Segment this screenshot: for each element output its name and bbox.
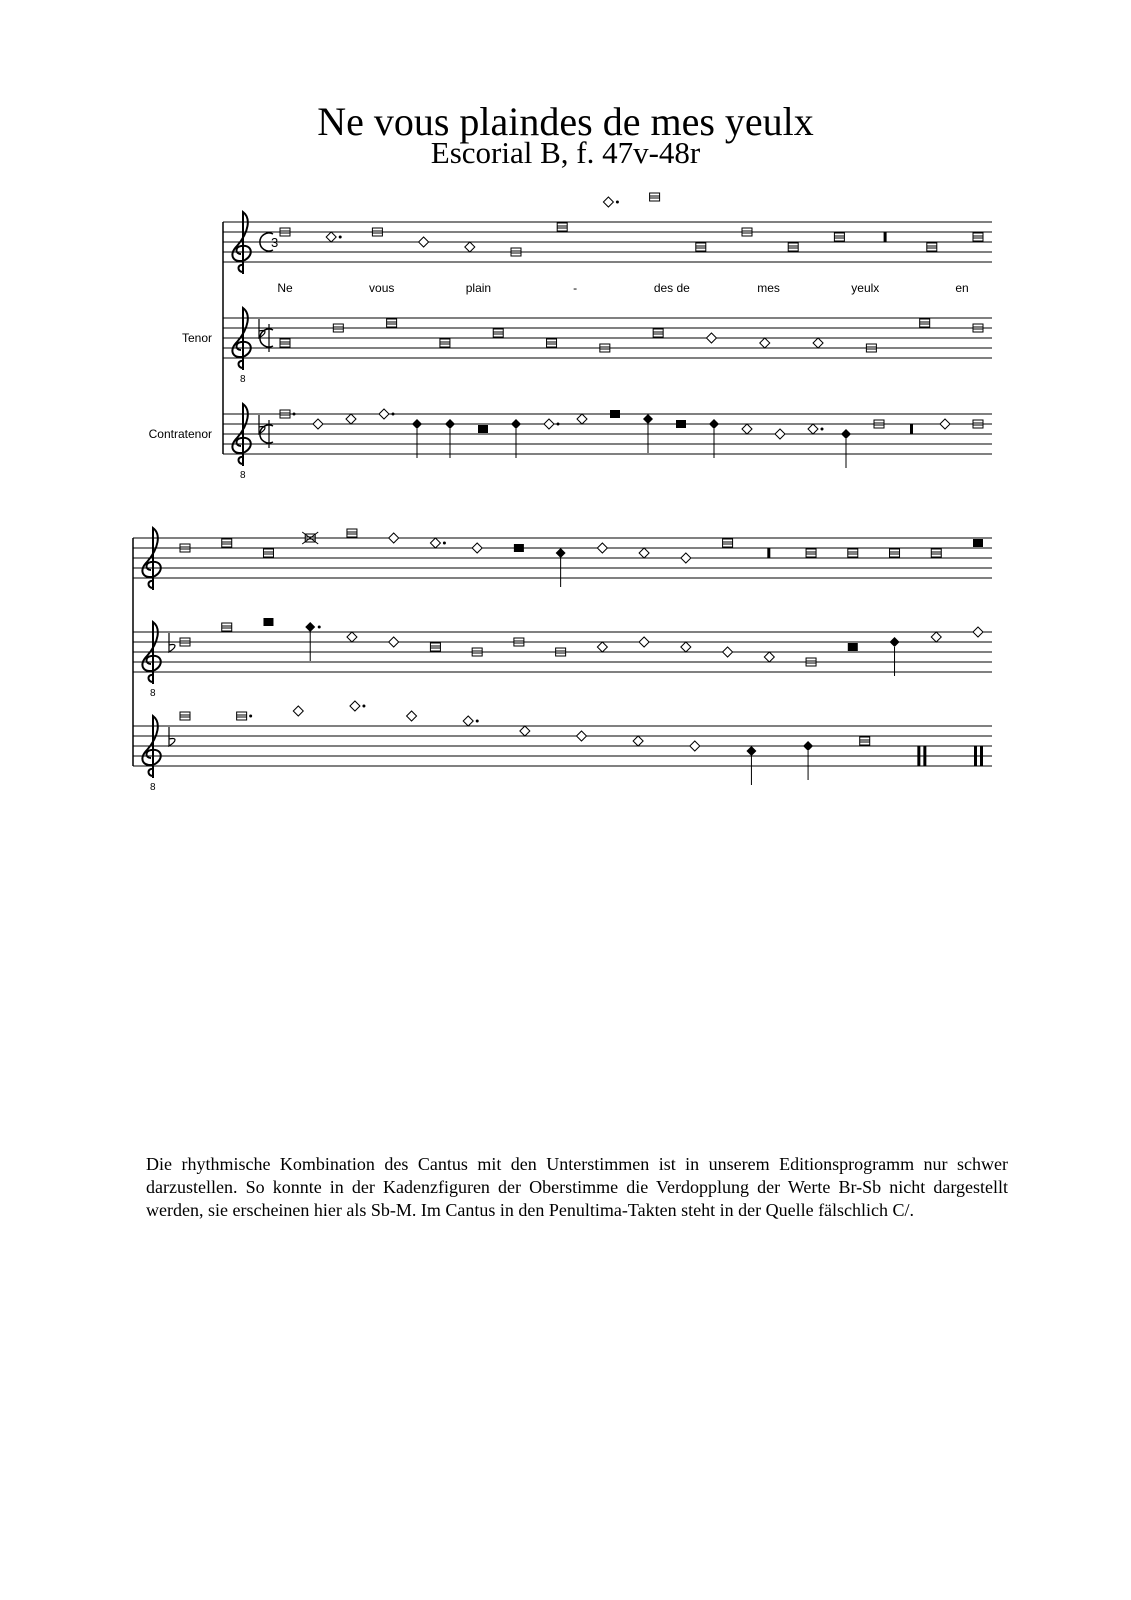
filled-breve-note — [514, 544, 524, 552]
dot-mark — [616, 201, 619, 204]
breve-note — [493, 329, 503, 337]
breve-note — [222, 623, 232, 631]
minim-note — [709, 419, 719, 429]
minim-note — [511, 419, 521, 429]
minim-note — [841, 429, 851, 439]
semibreve-note — [293, 706, 303, 716]
page-title: Ne vous plaindes de mes yeulx — [317, 99, 814, 144]
breve-note — [440, 339, 450, 347]
svg-text:8: 8 — [240, 470, 246, 481]
semibreve-note — [389, 637, 399, 647]
semibreve-note — [313, 419, 323, 429]
breve-note — [556, 648, 566, 656]
lyric-syllable: plain — [465, 281, 492, 295]
minim-note — [556, 548, 566, 558]
rest-mark — [910, 424, 913, 434]
dot-mark — [293, 413, 296, 416]
minim-note — [803, 741, 813, 751]
semibreve-note — [603, 197, 613, 207]
breve-note — [180, 544, 190, 552]
semibreve-note — [430, 538, 440, 548]
breve-note — [347, 529, 357, 537]
treble-8-clef-icon — [232, 404, 250, 481]
semibreve-note — [639, 637, 649, 647]
treble-clef-icon — [232, 212, 250, 274]
rest-mark — [974, 746, 977, 766]
voice-label: Tenor — [181, 331, 212, 345]
semibreve-note — [742, 424, 752, 434]
breve-note — [834, 233, 844, 241]
semibreve-note — [472, 543, 482, 553]
breve-note — [860, 737, 870, 745]
semibreve-note — [775, 429, 785, 439]
breve-note — [333, 324, 343, 332]
rest-mark — [884, 232, 887, 242]
breve-note — [430, 643, 440, 651]
minim-note — [412, 419, 422, 429]
rest-mark — [923, 746, 926, 766]
breve-note — [280, 410, 290, 418]
semibreve-note — [764, 652, 774, 662]
lyric-syllable: yeulx — [851, 281, 880, 295]
breve-note — [222, 539, 232, 547]
semibreve-note — [760, 338, 770, 348]
lyric-syllable: mes — [757, 281, 780, 295]
dot-mark — [476, 720, 479, 723]
voice-label: Contratenor — [148, 427, 212, 441]
breve-note — [973, 420, 983, 428]
breve-note — [874, 420, 884, 428]
semibreve-note — [681, 642, 691, 652]
treble-8-clef-icon — [142, 622, 160, 699]
semibreve-note — [544, 419, 554, 429]
minim-note — [445, 419, 455, 429]
semibreve-note — [813, 338, 823, 348]
dot-mark — [821, 428, 824, 431]
lyric-syllable: vous — [369, 281, 395, 295]
breve-note — [788, 243, 798, 251]
breve-note — [927, 243, 937, 251]
breve-note — [931, 549, 941, 557]
semibreve-note — [577, 414, 587, 424]
breve-note — [650, 193, 660, 201]
semibreve-note — [940, 419, 950, 429]
semibreve-note — [346, 414, 356, 424]
breve-note — [653, 329, 663, 337]
breve-note — [511, 248, 521, 256]
semibreve-note — [633, 736, 643, 746]
semibreve-note — [379, 409, 389, 419]
filled-breve-note — [676, 420, 686, 428]
lyric-syllable: - — [573, 281, 578, 295]
lyric-syllable: des de — [653, 281, 690, 295]
semibreve-note — [577, 731, 587, 741]
breve-note — [742, 228, 752, 236]
semibreve-note — [419, 237, 429, 247]
rest-mark — [767, 548, 770, 558]
breve-note — [920, 319, 930, 327]
semibreve-note — [350, 701, 360, 711]
rest-mark — [980, 746, 983, 766]
dot-mark — [362, 705, 365, 708]
semibreve-note — [326, 232, 336, 242]
breve-note — [237, 712, 247, 720]
svg-text:8: 8 — [150, 688, 156, 699]
semibreve-note — [706, 333, 716, 343]
breve-note — [557, 223, 567, 231]
semibreve-note — [690, 741, 700, 751]
breve-note — [848, 549, 858, 557]
rest-mark — [917, 746, 920, 766]
breve-note — [866, 344, 876, 352]
svg-text:3: 3 — [271, 235, 279, 250]
minim-note — [746, 746, 756, 756]
breve-note — [514, 638, 524, 646]
breve-note — [973, 324, 983, 332]
minim-note — [890, 637, 900, 647]
breve-note — [600, 344, 610, 352]
breve-note — [890, 549, 900, 557]
svg-text:8: 8 — [240, 374, 246, 385]
filled-breve-note — [478, 425, 488, 433]
dot-mark — [318, 626, 321, 629]
semibreve-note — [597, 543, 607, 553]
semibreve-note — [389, 533, 399, 543]
breve-note — [180, 638, 190, 646]
source-subtitle: Escorial B, f. 47v-48r — [430, 135, 701, 170]
semibreve-note — [723, 647, 733, 657]
semibreve-note — [931, 632, 941, 642]
breve-note — [472, 648, 482, 656]
breve-note — [280, 228, 290, 236]
semibreve-note — [407, 711, 417, 721]
filled-breve-note — [973, 539, 983, 547]
breve-note — [372, 228, 382, 236]
semibreve-note — [681, 553, 691, 563]
breve-note — [806, 549, 816, 557]
breve-note — [263, 549, 273, 557]
breve-note — [696, 243, 706, 251]
dot-mark — [443, 542, 446, 545]
breve-note — [806, 658, 816, 666]
lyric-syllable: Ne — [277, 281, 293, 295]
semibreve-note — [520, 726, 530, 736]
filled-breve-note — [848, 643, 858, 651]
semibreve-note — [465, 242, 475, 252]
svg-text:8: 8 — [150, 782, 156, 793]
filled-breve-note — [263, 618, 273, 626]
treble-8-clef-icon — [142, 716, 160, 793]
dot-mark — [557, 423, 560, 426]
dot-mark — [392, 413, 395, 416]
breve-note — [387, 319, 397, 327]
semibreve-note — [597, 642, 607, 652]
minim-note — [643, 414, 653, 424]
breve-note — [180, 712, 190, 720]
breve-note — [547, 339, 557, 347]
filled-breve-note — [610, 410, 620, 418]
breve-note — [723, 539, 733, 547]
semibreve-note — [808, 424, 818, 434]
treble-8-clef-icon — [232, 308, 250, 385]
lyric-syllable: en — [955, 281, 969, 295]
semibreve-note — [973, 627, 983, 637]
breve-note — [973, 233, 983, 241]
semibreve-note — [639, 548, 649, 558]
dot-mark — [249, 715, 252, 718]
commentary-paragraph: Die rhythmische Kombination des Cantus mit den Unterstimmen ist in unserem Editionsprogramm nur schwer darzustellen. So konnte in der Kadenzfiguren der Oberstimme die Verdopplung der Werte Br-Sb nicht dargestellt werden, sie erscheinen hier als Sb-M. Im Cantus in den Penultima-Takten steht in der Quelle fälschlich C/. — [146, 1154, 1008, 1220]
breve-note — [280, 339, 290, 347]
treble-clef-icon — [142, 528, 160, 590]
minim-note — [305, 622, 315, 632]
dot-mark — [339, 236, 342, 239]
semibreve-note — [347, 632, 357, 642]
semibreve-note — [463, 716, 473, 726]
